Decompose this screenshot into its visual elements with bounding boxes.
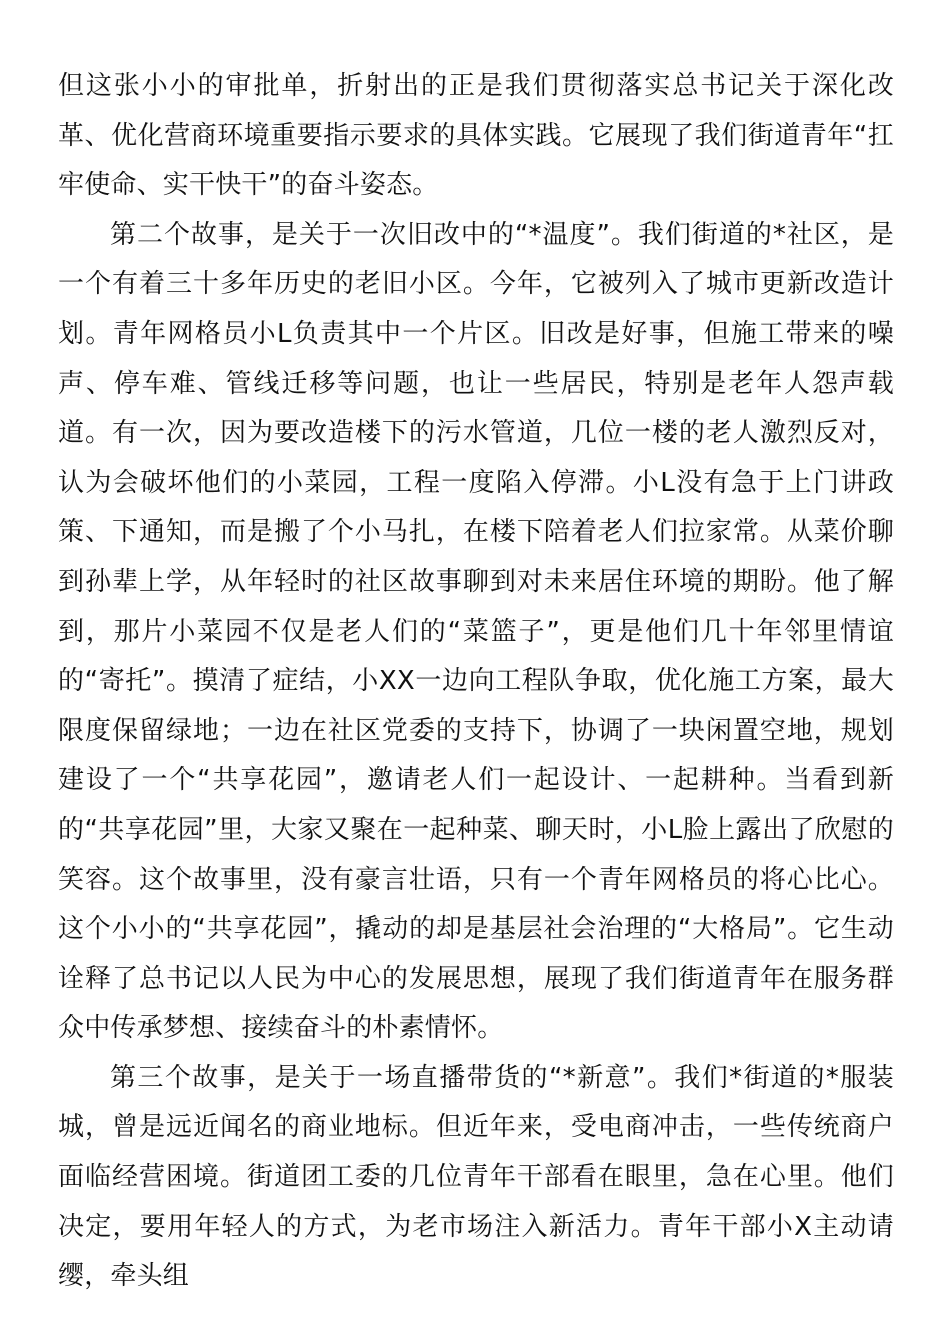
- paragraph-continuation: 但这张小小的审批单，折射出的正是我们贯彻落实总书记关于深化改革、优化营商环境重要指示要求的具体实践。它展现了我们街道青年“扛牢使命、实干快干”的奋斗姿态。: [58, 71, 894, 201]
- paragraph-story-two: 第二个故事，是关于一次旧改中的“*温度”。我们街道的*社区，是一个有着三十多年历史的老旧小区。今年，它被列入了城市更新改造计划。青年网格员小L负责其中一个片区。旧改是好事，但施工带来的噪声、停车难、管线迁移等问题，也让一些居民，特别是老年人怨声载道。有一次，因为要改造楼下的污水管道，几位一楼的老人激烈反对，认为会破坏他们的小菜园，工程一度陷入停滞。小L没有急于上门讲政策、下通知，而是搬了个小马扎，在楼下陪着老人们拉家常。从菜价聊到孙辈上学，从年轻时的社区故事聊到对未来居住环境的期盼。他了解到，那片小菜园不仅是老人们的“菜篮子”，更是他们几十年邻里情谊的“寄托”。摸清了症结，小XX一边向工程队争取，优化施工方案，最大限度保留绿地；一边在社区党委的支持下，协调了一块闲置空地，规划建设了一个“共享花园”，邀请老人们一起设计、一起耕种。当看到新的“共享花园”里，大家又聚在一起种菜、聊天时，小L脸上露出了欣慰的笑容。这个故事里，没有豪言壮语，只有一个青年网格员的将心比心。这个小小的“共享花园”，撬动的却是基层社会治理的“大格局”。它生动诠释了总书记以人民为中心的发展思想，展现了我们街道青年在服务群众中传承梦想、接续奋斗的朴素情怀。: [58, 219, 894, 1044]
- paragraph-story-three: 第三个故事，是关于一场直播带货的“*新意”。我们*街道的*服装城，曾是远近闻名的商业地标。但近年来，受电商冲击，一些传统商户面临经营困境。街道团工委的几位青年干部看在眼里，急在心里。他们决定，要用年轻人的方式，为老市场注入新活力。青年干部小X主动请缨，牵头组: [58, 1062, 894, 1292]
- document-page: [58, 62, 894, 1302]
